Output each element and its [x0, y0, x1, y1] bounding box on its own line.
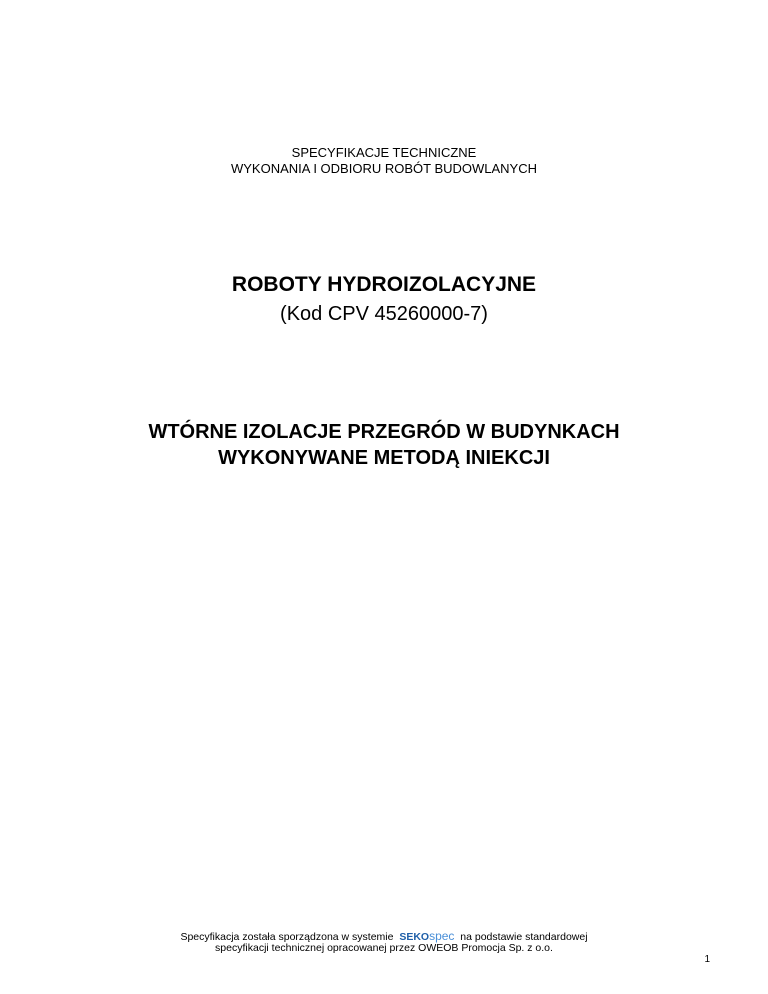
- brand-name-light: spec: [429, 929, 455, 943]
- subtitle-line-1: WTÓRNE IZOLACJE PRZEGRÓD W BUDYNKACH: [148, 421, 620, 443]
- subtitle-line-2: WYKONYWANE METODĄ INIEKCJI: [218, 447, 550, 469]
- brand-name-bold: SEKO: [399, 931, 430, 943]
- footer-suffix: na podstawie standardowej: [460, 931, 588, 943]
- footer-line-2: specyfikacji technicznej opracowanej przez OWEOB Promocja Sp. z o.o.: [215, 942, 553, 954]
- page-number: 1: [704, 954, 710, 965]
- footer-prefix: Specyfikacja została sporządzona w systemie: [180, 931, 394, 943]
- main-title: ROBOTY HYDROIZOLACYJNE: [231, 273, 537, 296]
- header-line-1: SPECYFIKACJE TECHNICZNE: [291, 145, 477, 160]
- footer-line-1: [0, 929, 768, 943]
- cpv-code: (Kod CPV 45260000-7): [280, 303, 488, 325]
- header-line-2: WYKONANIA I ODBIORU ROBÓT BUDOWLANYCH: [230, 161, 538, 176]
